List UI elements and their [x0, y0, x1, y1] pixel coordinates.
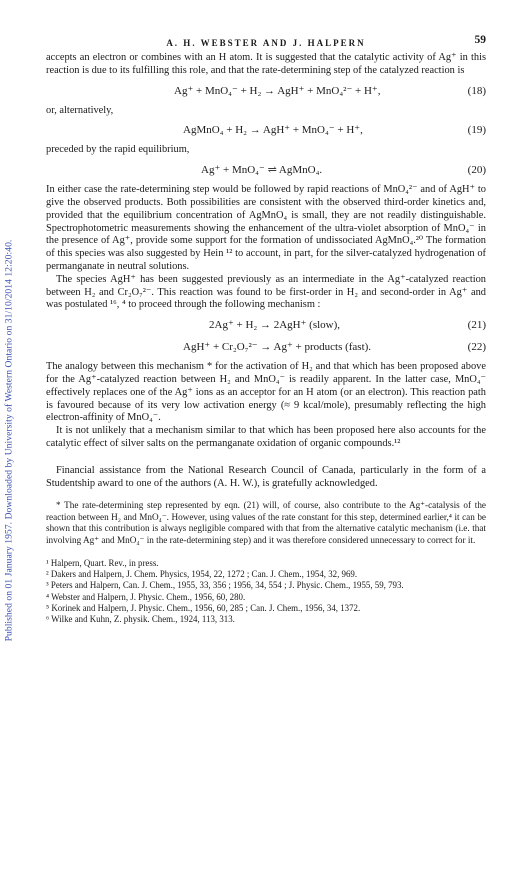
or-alternatively: or, alternatively,	[46, 104, 114, 116]
footnote-text: * The rate-determining step represented by eqn. (21) will, of course, also contribute to the Ag⁺-catalysis of the reaction between H₂ and MnO₄⁻. However, using values of the rate constant for this step, determined earlier,⁴ it can be shown that this contribution is always negligible compared with that from the alternative catalytic mechanism (i.e. that involving Ag⁺ and MnO₄⁻ in the rate-determining step) and it was therefore considered unnecessary to correct for it.	[46, 500, 486, 545]
reference-item: ⁶ Wilke and Kuhn, Z. physik. Chem., 1924, 113, 313.	[46, 613, 235, 624]
page-header	[46, 34, 486, 52]
reference-item: ⁵ Korinek and Halpern, J. Physic. Chem., 1956, 60, 285 ; Can. J. Chem., 1956, 34, 1372.	[46, 602, 361, 613]
equation-21	[46, 317, 486, 334]
watermark-text: Published on 01 January 1957. Downloaded by University of Western Ontario on 31/10/2014 12:20:40.	[3, 239, 15, 641]
equation-19-number: (19)	[467, 124, 486, 137]
running-head: A. H. WEBSTER AND J. HALPERN	[166, 38, 366, 48]
equation-20	[46, 162, 486, 179]
equation-18-expr: Ag⁺ + MnO₄⁻ + H₂ → AgH⁺ + MnO₄²⁻ + H⁺,	[174, 84, 381, 97]
equation-21-number: (21)	[467, 319, 486, 332]
equation-19-expr: AgMnO₄ + H₂ → AgH⁺ + MnO₄⁻ + H⁺,	[183, 124, 363, 137]
paragraph-1: accepts an electron or combines with an H atom. It is suggested that the catalytic activity of Ag⁺ in this reaction is due to its fulfilling this role, and that the rate-determining step of the catalyzed reaction is	[46, 52, 486, 76]
reference-list	[46, 558, 486, 625]
preceded-text: preceded by the rapid equilibrium,	[46, 144, 190, 156]
reference-item: ⁴ Webster and Halpern, J. Physic. Chem., 1956, 60, 280.	[46, 591, 246, 602]
page-number: 59	[474, 34, 486, 46]
equation-20-number: (20)	[467, 164, 486, 177]
paragraph-2: In either case the rate-determining step would be followed by rapid reactions of MnO₄²⁻ and of AgH⁺ to give the observed products. Both possibilities are consistent with the observed third-order kinetics and, provided that the equilibrium concentration of AgMnO₄ is small, they are not readily distinguishable. Spectrophotometric measurements showing the enhancement of the ultra-violet absorption of MnO₄⁻ in the presence of Ag⁺, provide some support for the formation of undissociated AgMnO₄.²⁰ The formation of this species was also suggested by Hein ¹² to account, in part, for the silver-catalyzed hydrogenation of permanganate in neutral solutions.	[46, 184, 486, 272]
download-watermark	[3, 90, 15, 790]
reference-item: ¹ Halpern, Quart. Rev., in press.	[46, 557, 159, 568]
acknowledgement: Financial assistance from the National Research Council of Canada, particularly in the form of a Studentship award to one of the authors (A. H. W.), is gratefully acknowledged.	[46, 464, 486, 489]
equation-18	[46, 83, 486, 100]
equation-21-expr: 2Ag⁺ + H₂ → 2AgH⁺ (slow),	[209, 319, 341, 332]
paragraph-3: The species AgH⁺ has been suggested previously as an intermediate in the Ag⁺-catalyzed reaction between H₂ and Cr₂O₇²⁻. This reaction was found to be first-order in H₂ and second-order in Ag⁺ and was postulated ¹⁶, ⁴ to proceed through the following mechanism :	[46, 273, 486, 311]
equation-22-expr: AgH⁺ + Cr₂O₇²⁻ → Ag⁺ + products (fast).	[183, 341, 372, 354]
reference-item: ³ Peters and Halpern, Can. J. Chem., 1955, 33, 356 ; 1956, 34, 554 ; J. Physic. Chem., 1955, 59, 793.	[46, 580, 404, 591]
equation-20-expr: Ag⁺ + MnO₄⁻ ⇌ AgMnO₄.	[201, 164, 323, 177]
paragraph-5: It is not unlikely that a mechanism similar to that which has been proposed here also accounts for the catalytic effect of silver salts on the permanganate oxidation of organic compounds.¹²	[46, 425, 486, 449]
paragraph-4: The analogy between this mechanism * for the activation of H₂ and that which has been proposed above for the Ag⁺-catalyzed reaction between H₂ and MnO₄⁻ is readily apparent. In the latter case, MnO₄⁻ effectively replaces one of the Ag⁺ ions as an acceptor for an H atom (or an electron). This reaction path is favoured because of its very low activation energy (≈ 9 kcal/mole), presumably reflecting the high electron-affinity of MnO₄⁻.	[46, 361, 486, 424]
footnote	[46, 500, 486, 546]
reference-item: ² Dakers and Halpern, J. Chem. Physics, 1954, 22, 1272 ; Can. J. Chem., 1954, 32, 969.	[46, 569, 358, 580]
equation-19	[46, 122, 486, 139]
equation-18-number: (18)	[467, 84, 486, 97]
equation-22	[46, 339, 486, 356]
equation-22-number: (22)	[467, 341, 486, 354]
paper-page	[46, 34, 486, 625]
